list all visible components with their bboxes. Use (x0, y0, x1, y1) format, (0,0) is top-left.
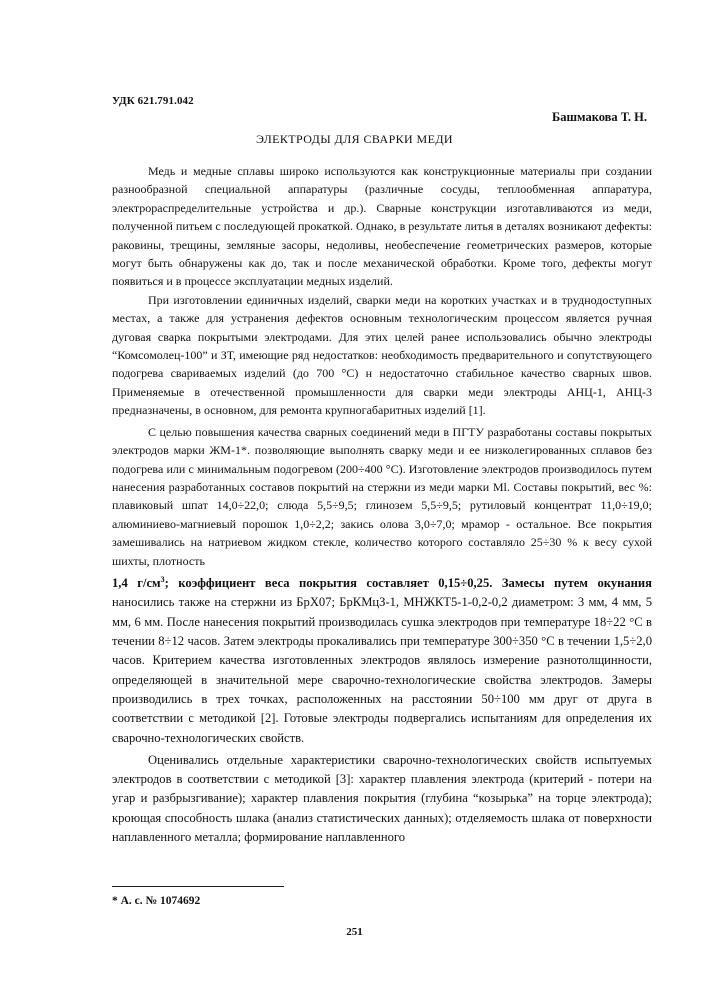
udk-code: УДК 621.791.042 (112, 95, 194, 107)
page-number: 251 (346, 926, 363, 938)
paragraph-rods: наносились также на стержни из БрХ07; БрКМцЗ-1, МНЖКТ5-1-0,2-0,2 диаметром: 3 мм, 4 мм, 5 мм, 6 мм. После нанесения покрытий производилась сушка электродов при температуре 18÷22 °С в течении 8÷12 часов. Затем электроды прокаливались при температуре 300÷350 °С в течении 1,5÷2,0 часов. Критерием качества изготовленных электродов являлось измерение разнотолщинности, определяющей в значительной мере сварочно-технологические свойства электродов. Замеры производились в трех точках, расположенных на расстоянии 50÷100 мм друг от друга в соответствии с методикой [2]. Готовые электроды подвергались испытаниям для определения их сварочно-технологических свойств. (112, 595, 652, 745)
paragraph-intro: Медь и медные сплавы широко используются как конструкционные материалы при создании разнообразной специальной аппаратуры (различные сосуды, теплообменная аппаратура, электрораспределительные устройства и др.). Сварные конструкции изготавливаются из меди, полученной питьем с последующей прокаткой. Однако, в результате литья в деталях возникают дефекты: раковины, трещины, земляные засоры, недоливы, необеспечение геометрических размеров, которые могут быть обнаружены как до, так и после механической обработки. Кроме того, дефекты могут появиться и в процессе эксплуатации медных изделий. (112, 164, 652, 289)
author-name: Башмакова Т. Н. (551, 110, 647, 124)
paragraph-electrodes: С целью повышения качества сварных соединений меди в ПГТУ разработаны составы покрытых электродов марки ЖМ-1*. позволяющие выполнять сварку меди и ее низколегированных сплавов без подогрева или с минимальным подогревом (200÷400 °С). Изготовление электродов производилось путем нанесения разработанных составов покрытий на стержни из меди марки Ml. Составы покрытий, вес %: плавиковый шпат 14,0÷22,0; слюда 5,5÷9,5; глинозем 5,5÷9,5; рутиловый концентрат 11,0÷19,0; алюминиево-магниевый порошок 1,0÷2,2; закись олова 3,0÷7,0; мрамор - остальное. Все покрытия замешивались на натриевом жидком стекле, количество которого составляло 25÷30 % к весу сухой шихты, плотность (112, 424, 652, 568)
density-value: 1,4 г/см (112, 576, 161, 591)
footnote-divider (112, 886, 284, 887)
bold-density-line (112, 570, 652, 593)
article-body (112, 162, 652, 847)
density-superscript: 3 (160, 574, 165, 584)
article-title: ЭЛЕКТРОДЫ ДЛЯ СВАРКИ МЕДИ (256, 132, 453, 146)
paragraph-evaluation: Оценивались отдельные характеристики сварочно-технологических свойств испытуемых электродов в соответствии с методикой [3]: характер плавления электрода (критерий - потери на угар и разбрызгивание); характер плавления покрытия (глубина “козырька” на торце электрода); кроющая способность шлака (анализ статистических данных); отделяемость шлака от поверхности наплавленного металла; формирование наплавленного (112, 752, 652, 844)
paragraph-methods: При изготовлении единичных изделий, сварки меди на коротких участках и в труднодоступных местах, а также для устранения дефектов основным технологическим процессом является ручная дуговая сварка покрытыми электродами. Для этих целей ранее использовались обычно электроды “Комсомолец-100” и ЗТ, имеющие ряд недостатков: необходимость предварительного и сопутствующего подогрева свариваемых изделий (до 700 °С) н недостаточно стабильное качество сварных швов. Применяемые в отечественной промышленности для сварки меди электроды АНЦ-1, АНЦ-3 предназначены, в основном, для ремонта крупногабаритных изделий [1]. (112, 292, 652, 418)
footnote: * А. с. № 1074692 (112, 895, 201, 907)
bold-line-rest: ; коэффициент веса покрытия составляет 0,15÷0,25. Замесы путем окунания (164, 576, 652, 591)
